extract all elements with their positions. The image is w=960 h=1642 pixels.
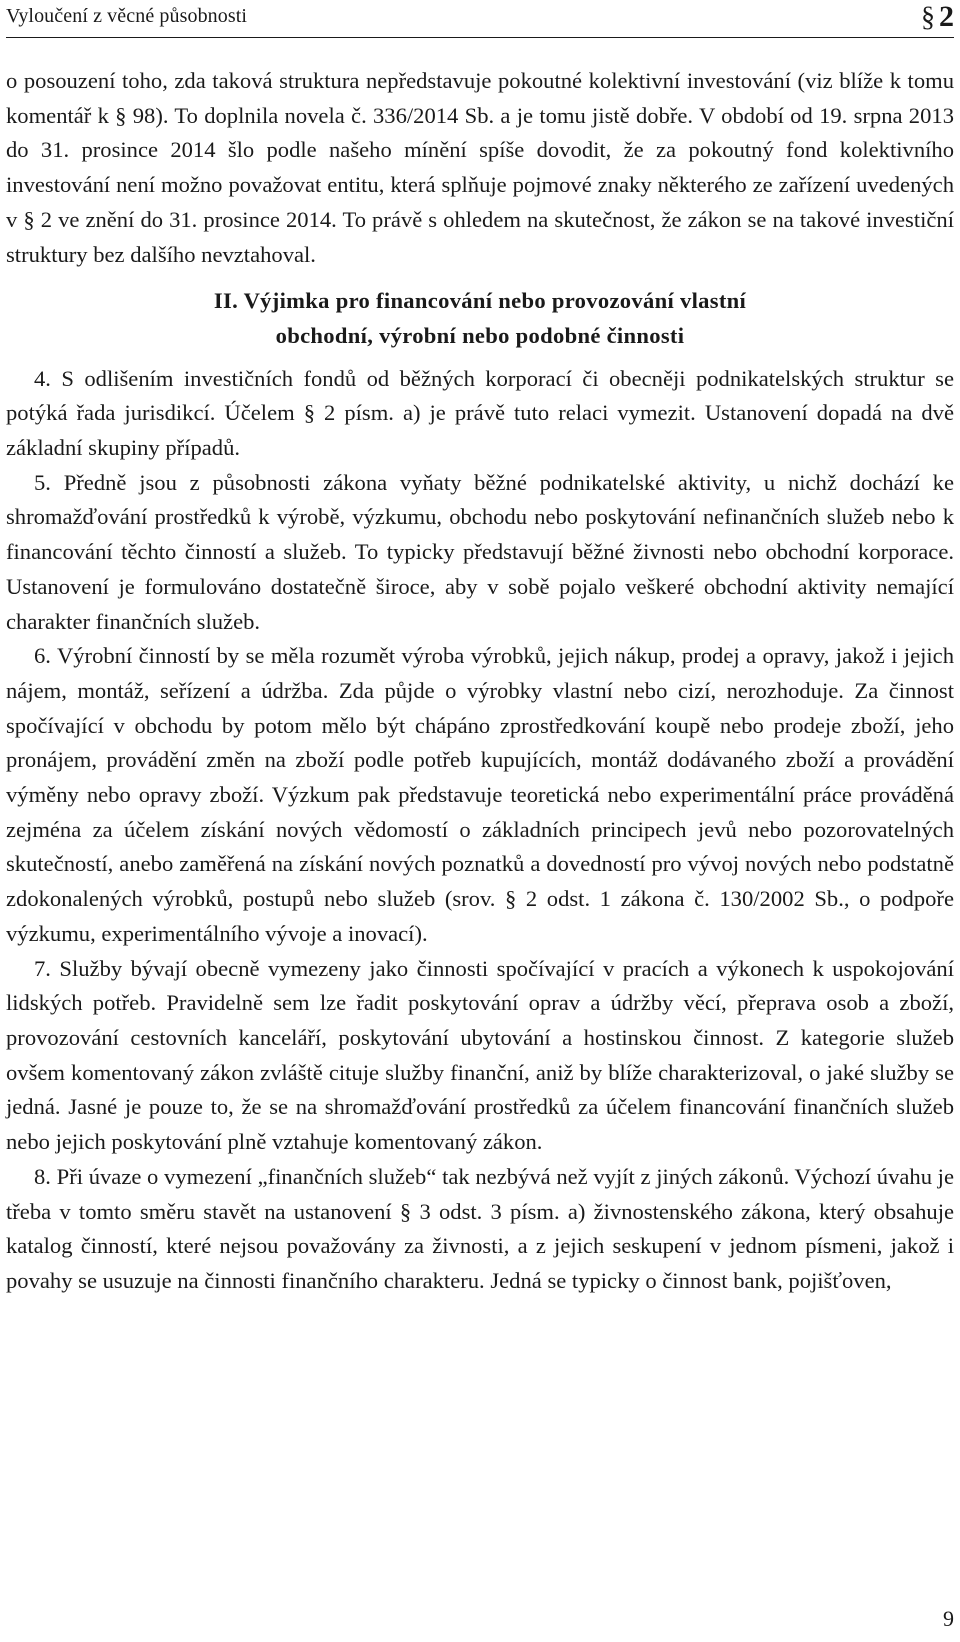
section-symbol: § (921, 2, 935, 33)
section-heading-line-2: obchodní, výrobní nebo podobné činnosti (275, 322, 685, 348)
paragraph-4: 4. S odlišením investičních fondů od běžných korporací či obecněji podnikatelských struktur se potýká řada jurisdikcí. Účelem § 2 písm. a) je právě tuto relaci vymezit. Ustanovení dopadá na dvě základní skupiny případů. (6, 365, 954, 461)
section-marker (921, 0, 954, 35)
paragraph-6: 6. Výrobní činností by se měla rozumět výroba výrobků, jejich nákup, prodej a opravy, jakož i jejich nájem, montáž, seřízení a údržba. Zda půjde o výrobky vlastní nebo cizí, nerozhoduje. Za činnost spočívající v obchodu by potom mělo být chápáno zprostředkování koupě nebo prodeje zboží, jeho pronájem, provádění změn na zboží podle potřeb kupujících, montáž dodávaného zboží a provádění výměny nebo opravy zboží. Výzkum pak představuje teoretická nebo experimentální práce prováděná zejména za účelem získání nových vědomostí o základních principech jevů nebo pozorovatelných skutečností, anebo zaměřená na získání nových poznatků a dovedností pro vývoj nových nebo podstatně zdokonalených výrobků, postupů nebo služeb (srov. § 2 odst. 1 zákona č. 130/2002 Sb., o podpoře výzkumu, experimentálního vývoje a inovací). (6, 643, 954, 946)
section-number: 2 (939, 0, 954, 33)
commentary-body (6, 64, 954, 1299)
page-number: 9 (943, 1606, 954, 1631)
paragraph-5: 5. Předně jsou z působnosti zákona vyňaty běžné podnikatelské aktivity, u nichž dochází ke shromažďování prostředků k výrobě, výzkumu, obchodu nebo poskytování nefinančních služeb nebo k financování těchto činností a služeb. To typicky představují běžné živnosti nebo obchodní korporace. Ustanovení je formulováno dostatečně široce, aby v sobě pojalo veškeré obchodní aktivity nemající charakter finančních služeb. (6, 469, 954, 634)
paragraph-8: 8. Při úvaze o vymezení „finančních služeb“ tak nezbývá než vyjít z jiných zákonů. Výchozí úvahu je třeba v tomto směru stavět na ustanovení § 3 odst. 3 písm. a) živnostenského zákona, který obsahuje katalog činností, které nejsou považovány za živnosti, a z jejich seskupení v jednom písmeni, jakož i povahy se usuzuje na činnosti finančního charakteru. Jedná se typicky o činnost bank, pojišťoven, (6, 1163, 954, 1293)
running-title: Vyloučení z věcné působnosti (6, 5, 248, 27)
section-heading (6, 284, 954, 353)
section-heading-line-1: II. Výjimka pro financování nebo provozování vlastní (213, 288, 747, 314)
paragraph-continuation: o posouzení toho, zda taková struktura nepředstavuje pokoutné kolektivní investování (viz blíže k tomu komentář k § 98). To doplnila novela č. 336/2014 Sb. a je tomu jistě dobře. V období od 19. srpna 2013 do 31. prosince 2014 šlo podle našeho mínění spíše dovodit, že za pokoutný fond kolektivního investování není možno považovat entitu, která splňuje pojmové znaky některého ze zařízení uvedených v § 2 ve znění do 31. prosince 2014. To právě s ohledem na skutečnost, že zákon se na takové investiční struktury bez dalšího nevztahoval. (6, 68, 954, 267)
paragraph-7: 7. Služby bývají obecně vymezeny jako činnosti spočívající v pracích a výkonech k uspokojování lidských potřeb. Pravidelně sem lze řadit poskytování oprav a údržby věcí, přeprava osob a zboží, provozování cestovních kanceláří, poskytování ubytování a hostinskou činnost. Z kategorie služeb ovšem komentovaný zákon zvláště cituje služby finanční, aniž by blíže charakterizoval, o jaké služby se jedná. Jasné je pouze to, že se na shromažďování prostředků za účelem financování finančních služeb nebo jejich poskytování plně vztahuje komentovaný zákon. (6, 955, 954, 1155)
header-rule (6, 37, 954, 38)
running-header (0, 0, 960, 40)
